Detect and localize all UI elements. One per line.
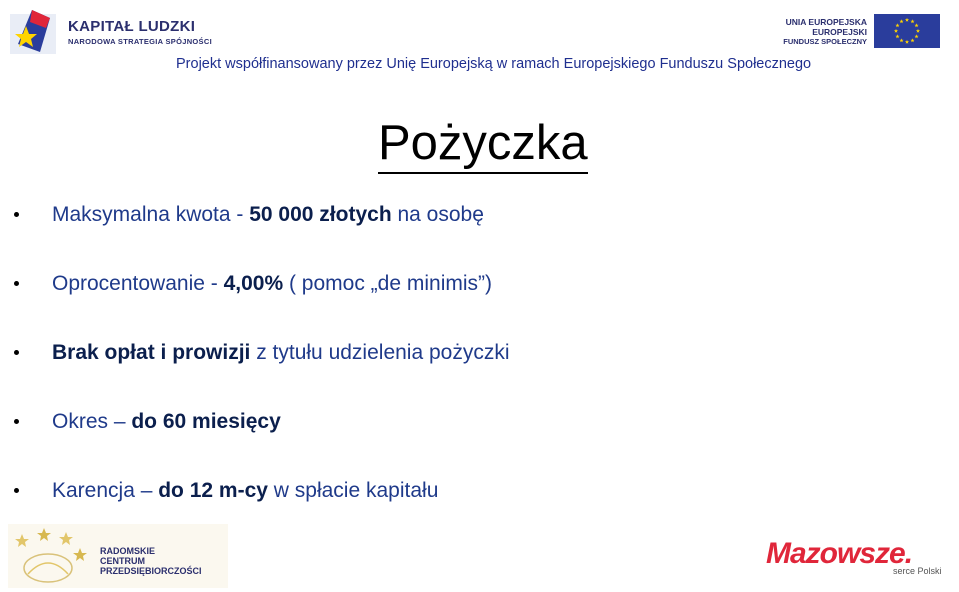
project-cofinancing-line: Projekt współfinansowany przez Unię Europejską w ramach Europejskiego Funduszu Społecznego	[176, 56, 812, 72]
bullet-dot-icon	[14, 281, 19, 286]
bullet-text: Karencja – do 12 m-cy w spłacie kapitału	[52, 479, 439, 502]
rcp-line3: PRZEDSIĘBIORCZOŚCI	[100, 566, 202, 576]
bullet-text: Oprocentowanie - 4,00% ( pomoc „de minimis”)	[52, 272, 493, 295]
mazowsze-tagline: serce Polski	[893, 566, 942, 576]
bullet-text: Okres – do 60 miesięcy	[52, 410, 281, 433]
bullet-dot-icon	[14, 350, 19, 355]
eu-flag-icon	[874, 14, 940, 48]
rcp-line2: CENTRUM	[100, 556, 145, 566]
bullet-dot-icon	[14, 419, 19, 424]
kapital-ludzki-title: KAPITAŁ LUDZKI	[68, 18, 196, 35]
mazowsze-logo: Mazowsze.	[766, 537, 913, 570]
bullet-dot-icon	[14, 488, 19, 493]
eu-logo-text	[783, 17, 867, 47]
bullet-dot-icon	[14, 212, 19, 217]
rcp-logo-text	[100, 546, 202, 576]
slide-title: Pożyczka	[378, 116, 588, 174]
bullet-text: Brak opłat i prowizji z tytułu udzielenia pożyczki	[52, 341, 510, 364]
eu-logo-line2: EUROPEJSKI	[812, 27, 867, 37]
eu-logo-line1: UNIA EUROPEJSKA	[785, 17, 867, 27]
eu-logo-line3: FUNDUSZ SPOŁECZNY	[783, 37, 867, 46]
bullet-text: Maksymalna kwota - 50 000 złotych na osobę	[52, 203, 484, 226]
kapital-ludzki-subtitle: NARODOWA STRATEGIA SPÓJNOŚCI	[68, 37, 212, 46]
rcp-line1: RADOMSKIE	[100, 546, 156, 556]
